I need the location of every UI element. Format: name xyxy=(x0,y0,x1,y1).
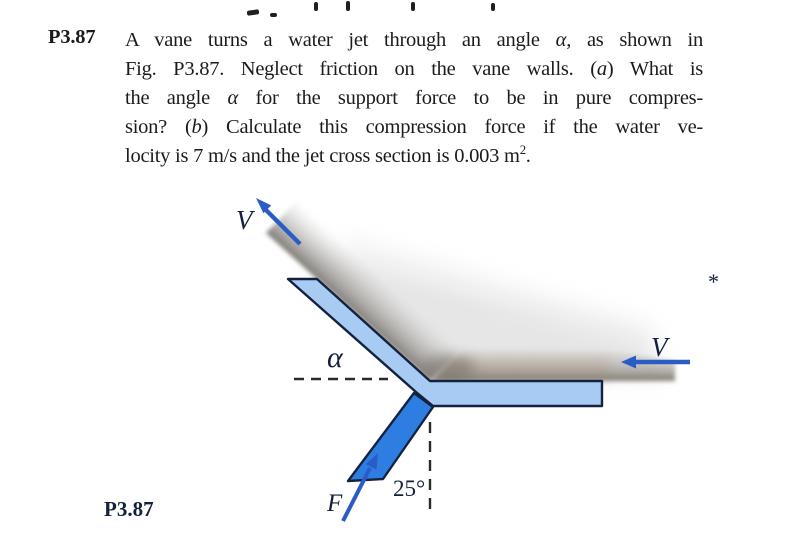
alpha-label: α xyxy=(327,341,343,374)
problem-number: P3.87 xyxy=(48,26,96,48)
support-angle-label: 25° xyxy=(393,476,426,501)
problem-line: A vane turns a water jet through an angle α, as shown in xyxy=(125,29,704,51)
problem-line: Fig. P3.87. Neglect friction on the vane walls. (a) What is xyxy=(125,58,703,80)
support-strut xyxy=(348,393,433,481)
velocity-exit-label: V xyxy=(236,205,253,235)
problem-line: sion? (b) Calculate this compression force if the water ve- xyxy=(125,116,703,138)
problem-line: the angle α for the support force to be in pure compres- xyxy=(125,87,703,109)
problem-line: locity is 7 m/s and the jet cross section is 0.003 $m^2$. xyxy=(125,143,531,167)
velocity-inlet-label: V xyxy=(651,332,668,362)
figure-caption: P3.87 xyxy=(104,497,154,521)
jet-dark-corner xyxy=(421,355,475,381)
force-label: F xyxy=(327,490,343,517)
footnote-asterisk: * xyxy=(708,269,719,294)
